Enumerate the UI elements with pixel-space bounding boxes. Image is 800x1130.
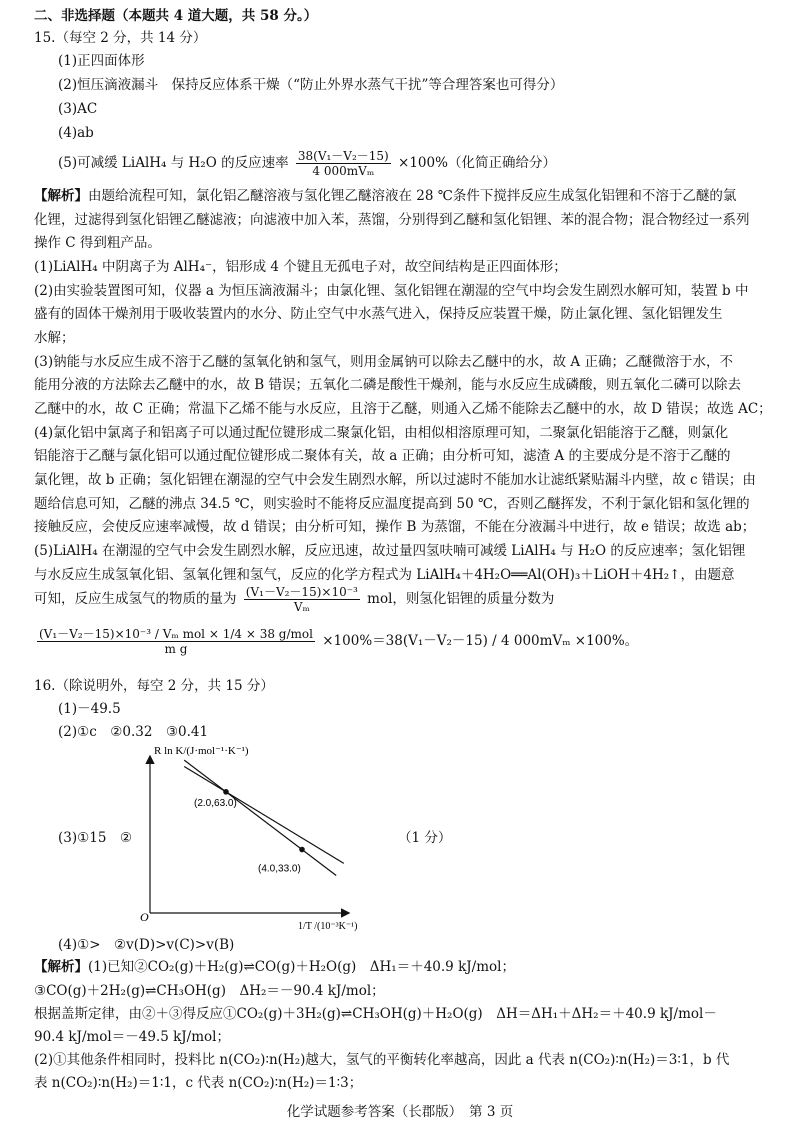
data-point bbox=[223, 789, 229, 795]
q15-analysis-line: 乙醚中的水，故 C 正确；常温下乙烯不能与水反应，且溶于乙醚，则通入乙烯不能除去乙醚中的水，故 D 错误；故选 AC； bbox=[34, 401, 772, 417]
analysis-label: 【解析】 bbox=[34, 959, 88, 975]
q15-analysis-line: 盛有的固体干燥剂用于吸收装置内的水分、防止空气中水蒸气进入，保持反应装置干燥，防止氯化锂、氢化铝锂发生 bbox=[34, 306, 723, 322]
q15-final-line bbox=[34, 624, 770, 658]
calc-suffix: mol，则氢化铝锂的质量分数为 bbox=[367, 591, 555, 607]
q15-answer-5 bbox=[58, 146, 770, 180]
fraction-denominator: Vₘ bbox=[293, 600, 310, 614]
q15-analysis-line: (5)LiAlH₄ 在潮湿的空气中会发生剧烈水解，反应迅速，故过量四氢呋喃可减缓 LiAlH₄ 与 H₂O 的反应速率；氢化铝锂 bbox=[34, 543, 746, 559]
q15-analysis-line: 与水反应生成氢氧化铝、氢氧化锂和氢气，反应的化学方程式为 LiAlH₄＋4H₂O══Al(OH)₃＋LiOH＋4H₂↑，由题意 bbox=[34, 567, 735, 583]
section-header: 二、非选择题（本题共 4 道大题，共 58 分。） bbox=[34, 8, 318, 24]
calc-fraction bbox=[244, 585, 360, 614]
fraction-numerator: (V₁－V₂－15)×10⁻³ / Vₘ mol × 1/4 × 38 g/mol bbox=[39, 627, 313, 641]
q16-answer-3: (3)①15 ② bbox=[58, 830, 133, 846]
q16-head: 16.（除说明外，每空 2 分，共 15 分） bbox=[34, 678, 274, 694]
q15-answer-2: (2)恒压滴液漏斗 保持反应体系干燥（“防止外界水蒸气干扰”等合理答案也可得分） bbox=[58, 77, 564, 93]
q16-answer-3-note: （1 分） bbox=[398, 830, 452, 846]
q16-analysis-line bbox=[34, 957, 770, 977]
fraction-denominator: m g bbox=[164, 642, 188, 656]
fraction-denominator: 4 000mVₘ bbox=[312, 164, 375, 178]
q15-analysis-line: 氯化锂，故 b 正确；氢化铝锂在潮湿的空气中会发生剧烈水解，所以过滤时不能加水让滤纸紧贴漏斗内壁，故 c 错误；由 bbox=[34, 472, 756, 488]
q15-analysis-line: 水解； bbox=[34, 330, 75, 346]
q16-answer-1: (1)－49.5 bbox=[58, 701, 121, 717]
q16-analysis-line: ③CO(g)＋2H₂(g)⇌CH₃OH(g) ΔH₂＝－90.4 kJ/mol； bbox=[34, 983, 385, 999]
analysis-label: 【解析】 bbox=[34, 188, 88, 204]
q15-analysis-line: 化锂，过滤得到氢化铝锂乙醚滤液；向滤液中加入苯，蒸馏，分别得到乙醚和氢化铝锂、苯的混合物；混合物经过一系列 bbox=[34, 212, 750, 228]
data-point bbox=[299, 847, 305, 853]
final-result: ×100%＝38(V₁－V₂－15) / 4 000mVₘ ×100%。 bbox=[322, 633, 639, 649]
q16-answer-2: (2)①c ②0.32 ③0.41 bbox=[58, 724, 209, 740]
q16-analysis-line: 表 n(CO₂)∶n(H₂)＝1∶1，c 代表 n(CO₂)∶n(H₂)＝1∶3； bbox=[34, 1075, 363, 1091]
q16-answer-4: (4)①> ②v(D)>v(C)>v(B) bbox=[58, 937, 235, 953]
q15-analysis-line: 铝能溶于乙醚与氯化铝可以通过配位键形成二聚体有关，故 a 正确；由分析可知，滤渣 A 的主要成分是不溶于乙醚的 bbox=[34, 448, 731, 464]
point-label-1: (2.0,63.0) bbox=[194, 797, 237, 809]
q15-head: 15.（每空 2 分，共 14 分） bbox=[34, 30, 207, 46]
q15-answer-5-prefix: (5)可减缓 LiAlH₄ 与 H₂O 的反应速率 bbox=[58, 155, 289, 171]
origin-label: O bbox=[140, 910, 149, 924]
q15-answer-4: (4)ab bbox=[58, 125, 94, 141]
q15-answer-5-fraction bbox=[296, 149, 391, 178]
final-fraction bbox=[37, 627, 315, 656]
q15-analysis-line: (4)氯化铝中氯离子和铝离子可以通过配位键形成二聚氯化铝，由相似相溶原理可知，二聚氯化铝能溶于乙醚，则氯化 bbox=[34, 425, 729, 441]
fraction-numerator: 38(V₁－V₂－15) bbox=[297, 149, 389, 163]
series-line-2 bbox=[184, 766, 344, 863]
q15-analysis-line: (3)钠能与水反应生成不溶于乙醚的氢氧化钠和氢气，则用金属钠可以除去乙醚中的水，故 A 正确；乙醚微溶于水，不 bbox=[34, 354, 733, 370]
q16-analysis-line: (2)①其他条件相同时，投料比 n(CO₂)∶n(H₂)越大，氢气的平衡转化率越高，因此 a 代表 n(CO₂)∶n(H₂)＝3∶1，b 代 bbox=[34, 1052, 730, 1068]
q15-analysis-line: 操作 C 得到粗产品。 bbox=[34, 235, 161, 251]
analysis-text: 由题给流程可知，氯化铝乙醚溶液与氢化锂乙醚溶液在 28 ℃条件下搅拌反应生成氢化铝锂和不溶于乙醚的氯 bbox=[88, 188, 737, 204]
x-axis-label: 1/T /(10⁻³K⁻¹) bbox=[298, 921, 358, 932]
q15-analysis-line: (1)LiAlH₄ 中阴离子为 AlH₄⁻，铝形成 4 个键且无孤电子对，故空间结构是正四面体形； bbox=[34, 259, 567, 275]
q15-analysis-line: 接触反应，会使反应速率减慢，故 d 错误；由分析可知，操作 B 为蒸馏，不能在分液漏斗中进行，故 e 错误；故选 ab； bbox=[34, 519, 756, 535]
series-line-1 bbox=[184, 760, 336, 875]
q15-analysis-line: 题给信息可知，乙醚的沸点 34.5 ℃，则实验时不能将反应温度提高到 50 ℃，否则乙醚挥发，不利于氯化铝和氢化锂的 bbox=[34, 496, 750, 512]
rlnk-chart bbox=[120, 745, 360, 935]
q15-answer-5-suffix: ×100%（化简正确给分） bbox=[398, 155, 556, 171]
q15-calc-line bbox=[34, 582, 770, 616]
q15-analysis-line: 能用分液的方法除去乙醚中的水，故 B 错误；五氧化二磷是酸性干燥剂，能与水反应生成磷酸，则五氧化二磷可以除去 bbox=[34, 377, 742, 393]
q16-analysis-line: 90.4 kJ/mol＝－49.5 kJ/mol； bbox=[34, 1029, 230, 1045]
q15-analysis-line bbox=[34, 186, 770, 206]
fraction-numerator: (V₁－V₂－15)×10⁻³ bbox=[245, 585, 358, 599]
q15-answer-1: (1)正四面体形 bbox=[58, 53, 145, 69]
q16-analysis-line: 根据盖斯定律，由②＋③得反应①CO₂(g)＋3H₂(g)⇌CH₃OH(g)＋H₂O(g) ΔH＝ΔH₁＋ΔH₂＝＋40.9 kJ/mol－ bbox=[34, 1006, 717, 1022]
analysis-text: (1)已知②CO₂(g)＋H₂(g)⇌CO(g)＋H₂O(g) ΔH₁＝＋40.9 kJ/mol； bbox=[88, 959, 515, 975]
calc-prefix: 可知，反应生成氢气的物质的量为 bbox=[34, 591, 237, 607]
q15-analysis-line: (2)由实验装置图可知，仪器 a 为恒压滴液漏斗；由氯化锂、氢化铝锂在潮湿的空气中均会发生剧烈水解可知，装置 b 中 bbox=[34, 283, 749, 299]
y-axis-label: R ln K/(J·mol⁻¹·K⁻¹) bbox=[154, 745, 249, 757]
q15-answer-3: (3)AC bbox=[58, 101, 98, 117]
point-label-2: (4.0,33.0) bbox=[258, 863, 301, 875]
page-footer: 化学试题参考答案（长郡版） 第 3 页 bbox=[286, 1104, 514, 1120]
